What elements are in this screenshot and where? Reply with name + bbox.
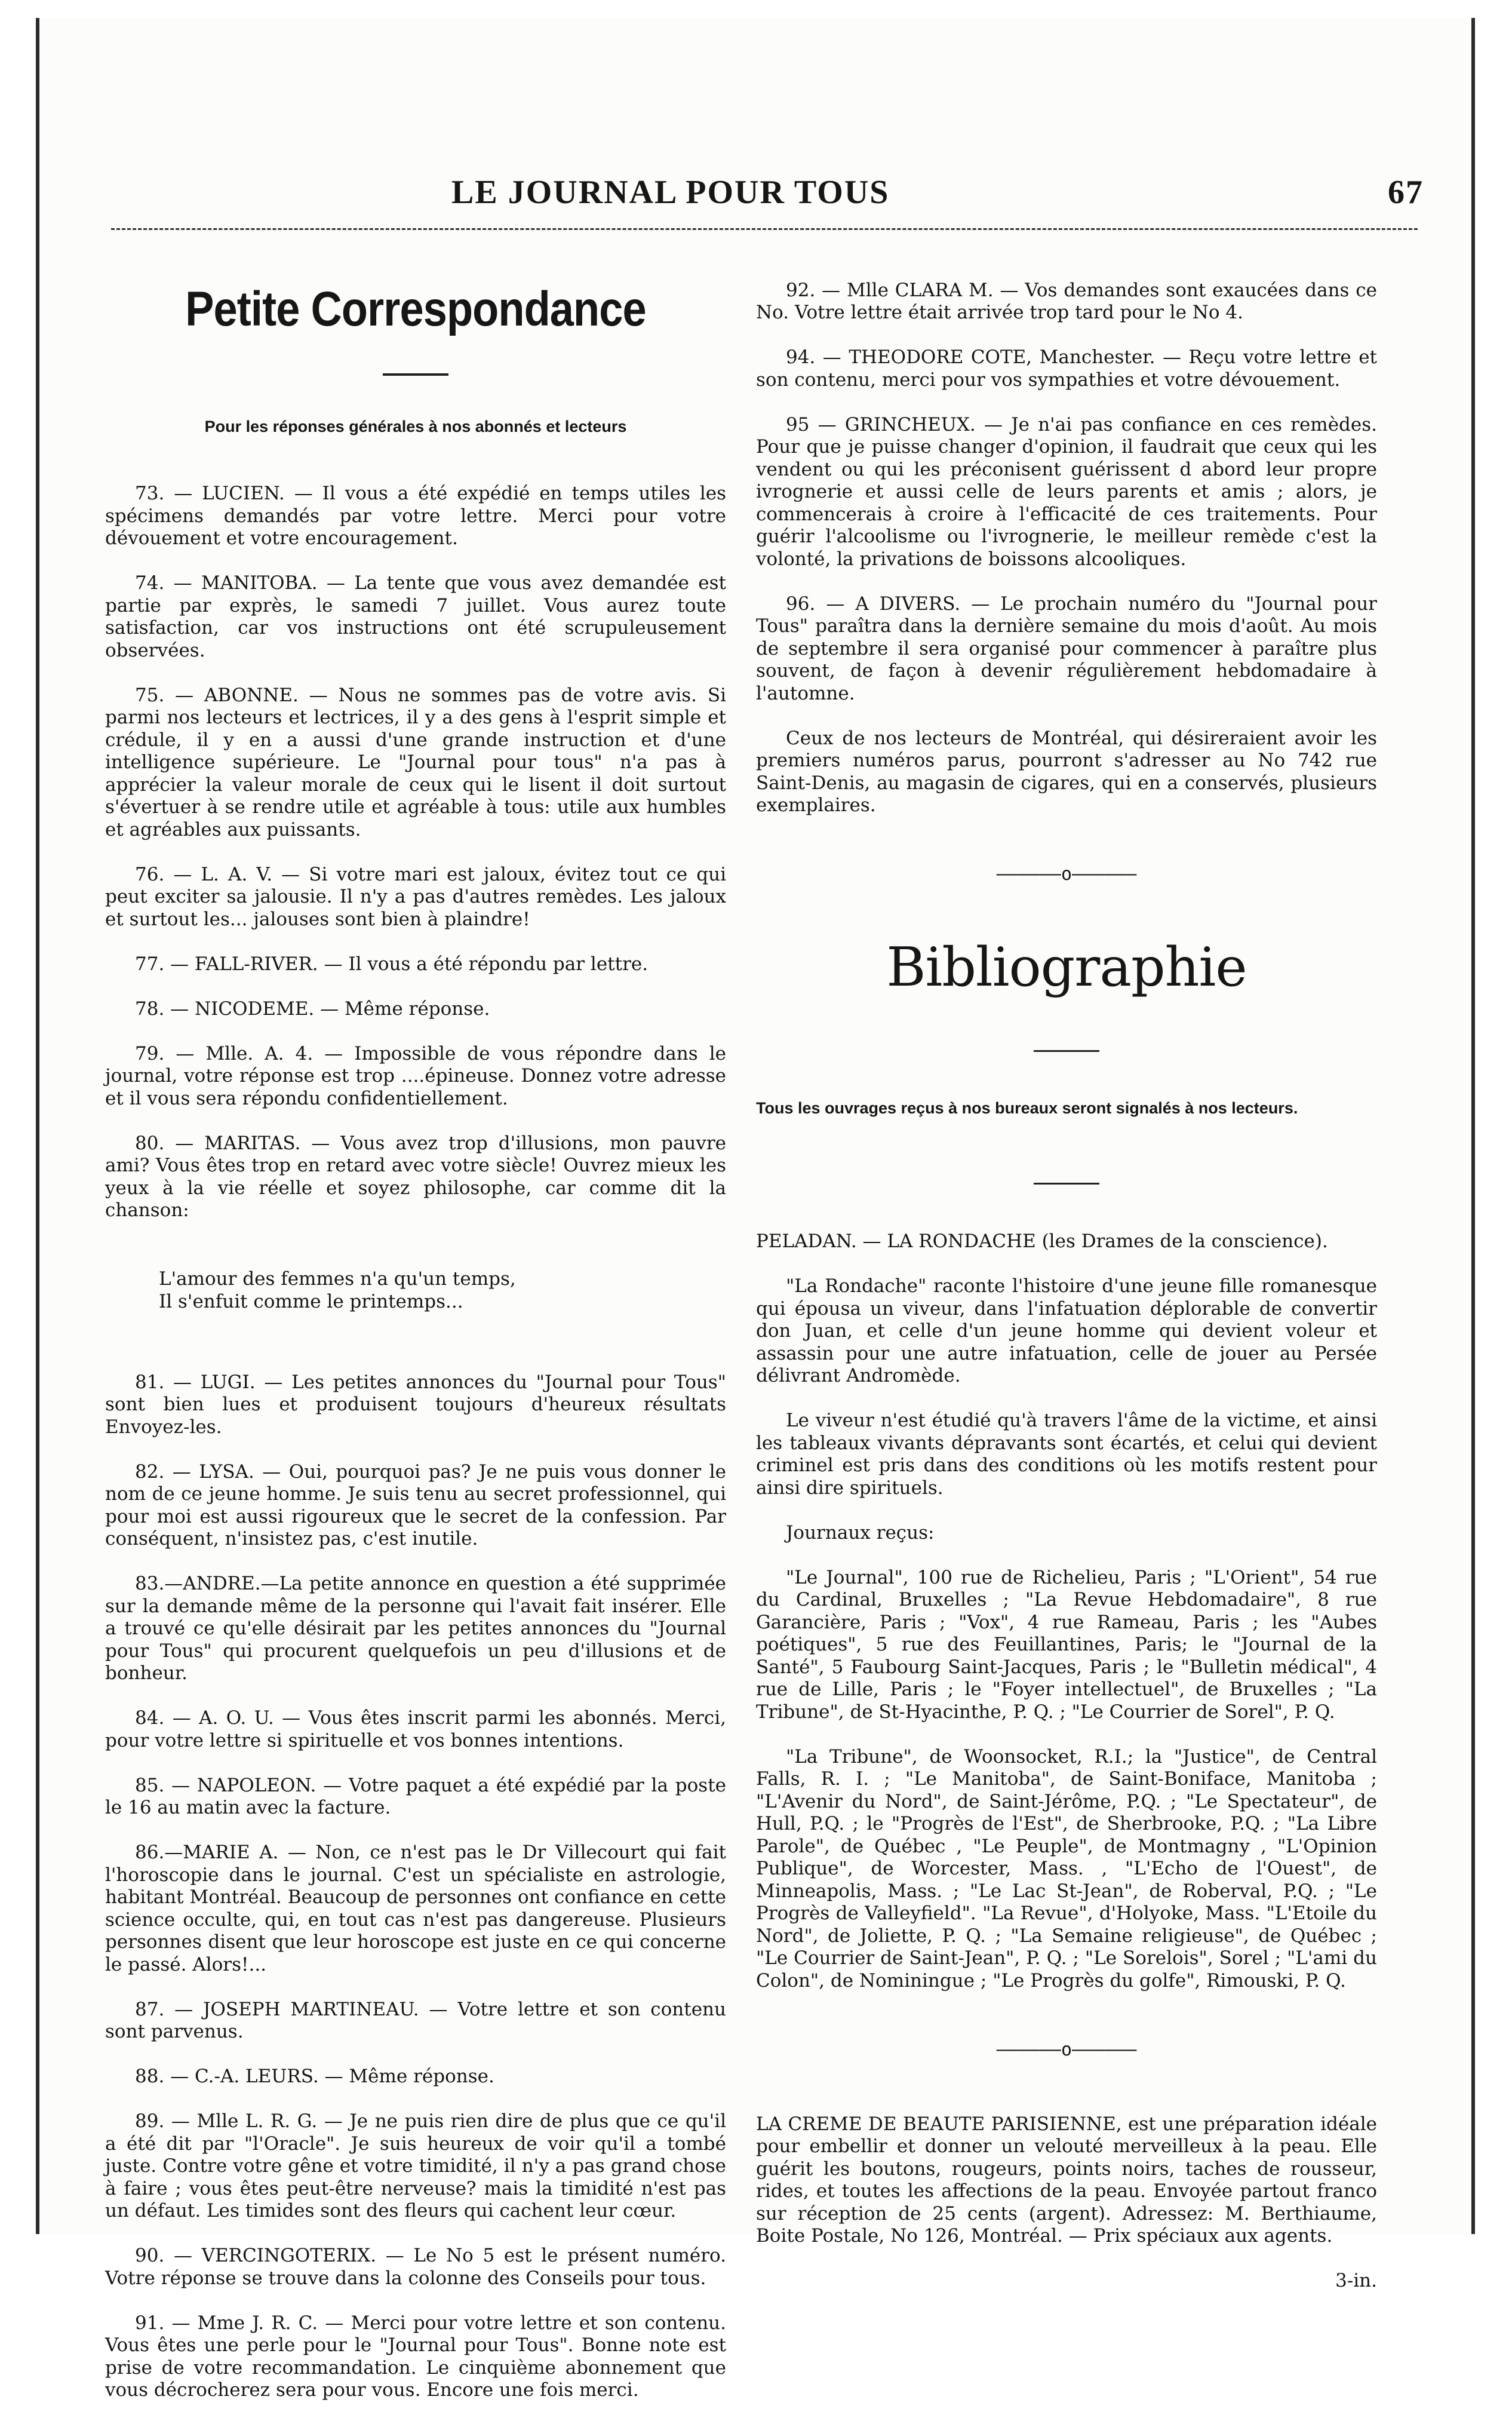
left-column	[105, 257, 726, 2424]
letter-entry: 87. — JOSEPH MARTINEAU. — Votre lettre et son contenu sont parvenus.	[105, 1998, 726, 2042]
letter-entry: 95 — GRINCHEUX. — Je n'ai pas confiance en ces remèdes. Pour que je puisse changer d'opinion, il faudrait que ceux qui les vendent ou qui les préconisent guérissent d abord leur propre ivrognerie et aussi celle de leurs parents et amis ; alors, je commencerais à croire à l'efficacité de ces traitements. Pour guérir l'alcoolisme ou l'ivrognerie, le meilleur remède c'est la volonté, la privations de boissons alcooliques.	[756, 413, 1377, 570]
journal-title: LE JOURNAL POUR TOUS	[451, 174, 890, 211]
newspaper-page	[36, 18, 1475, 2401]
journals-heading: Journaux reçus:	[786, 1521, 935, 1544]
title-rule	[1034, 1050, 1099, 1052]
journals-list: "Le Journal", 100 rue de Richelieu, Paris ; "L'Orient", 54 rue du Cardinal, Bruxelles ; "La Revue Hebdomadaire", 8 rue Garancière, Paris ; "Vox", 4 rue Rameau, Paris ; les "Aubes poétiques", 5 rue des Feuillantines, Paris; le "Journal de la Santé", 5 Faubourg Saint-Jacques, Paris ; le "Bulletin médical", 4 rue de Lille, Paris ; le "Foyer intellectuel", de Bruxelles ; "La Tribune", de St-Hyacinthe, P. Q. ; "Le Courrier de Sorel", P. Q.	[756, 1566, 1377, 1723]
title-rule	[383, 373, 448, 376]
letter-entry: 88. — C.-A. LEURS. — Même réponse.	[135, 2066, 494, 2087]
song-quote: L'amour des femmes n'a qu'un temps, Il s'enfuit comme le printemps...	[159, 1268, 516, 1312]
letter-entry: 89. — Mlle L. R. G. — Je ne puis rien dire de plus que ce qu'il a été dit par "l'Oracle". Je suis heureux de voir qu'il a tombé juste. Contre votre gêne et votre timidité, il n'y a pas grand chose à faire ; vous êtes peut-être nerveuse? mais la timidité n'est pas un défaut. Les timides sont des fleurs qui cachent leur cœur.	[105, 2110, 726, 2222]
ornament-separator: ——————o——————	[996, 864, 1137, 885]
letter-entry: 78. — NICODEME. — Même réponse.	[135, 998, 490, 1020]
letter-entry: 94. — THEODORE COTE, Manchester. — Reçu votre lettre et son contenu, merci pour vos sympathies et votre dévouement.	[756, 346, 1377, 391]
section-subtitle: Pour les réponses générales à nos abonnés et lecteurs	[204, 417, 627, 435]
letter-entry: 91. — Mme J. R. C. — Merci pour votre lettre et son contenu. Vous êtes une perle pour le "Journal pour Tous". Bonne note est prise de votre recommandation. Le cinquième abonnement que vous décrocherez sera pour vous. Encore une fois merci.	[105, 2312, 726, 2401]
letter-entry: 90. — VERCINGOTERIX. — Le No 5 est le présent numéro. Votre réponse se trouve dans la colonne des Conseils pour tous.	[105, 2245, 726, 2289]
letter-entry: 73. — LUCIEN. — Il vous a été expédié en temps utiles les spécimens demandés par votre lettre. Merci pour votre dévouement et votre encouragement.	[105, 483, 726, 549]
ad-code: 3-in.	[1335, 2270, 1377, 2291]
letter-entry: 82. — LYSA. — Oui, pourquoi pas? Je ne puis vous donner le nom de ce jeune homme. Je suis tenu au secret professionnel, qui pour moi est aussi rigoureux que le secret de la confession. Par conséquent, n'insistez pas, c'est inutile.	[105, 1460, 726, 1549]
running-header	[362, 161, 1424, 227]
letter-entry: 96. — A DIVERS. — Le prochain numéro du "Journal pour Tous" paraîtra dans la dernière semaine du mois d'août. Au mois de septembre il sera organisé pour commencer à paraître plus souvent, de façon à devenir régulièrement hebdomadaire à l'automne.	[756, 593, 1377, 704]
book-entry: PELADAN. — LA RONDACHE (les Drames de la conscience).	[756, 1231, 1328, 1252]
letter-entry: 75. — ABONNE. — Nous ne sommes pas de votre avis. Si parmi nos lecteurs et lectrices, il y a des gens à l'esprit simple et crédule, il y en a aussi d'une grande instruction et d'une intelligence supérieure. Le "Journal pour tous" n'a pas à apprécier la valeur morale de ceux qui le lisent il doit surtout s'évertuer à se rendre utile et agréable à tous: utile aux humbles et agréables aux puissants.	[105, 684, 726, 840]
book-review: Le viveur n'est étudié qu'à travers l'âme de la victime, et ainsi les tableaux vivants dépravants sont écartés, et celui qui devient criminel est pris dans des conditions où les motifs restent pour ainsi dire spirituels.	[756, 1410, 1377, 1499]
section-title-bibliographie: Bibliographie	[886, 936, 1247, 999]
letter-entry: 85. — NAPOLEON. — Votre paquet a été expédié par la poste le 16 au matin avec la facture.	[105, 1774, 726, 1818]
letter-entry: 83.—ANDRE.—La petite annonce en question a été supprimée sur la demande même de la personne qui l'avait fait insérer. Elle a trouvé ce qu'elle désirait par les petites annonces du "Journal pour Tous" qui procurent quelquefois un peu d'illusions et de bonheur.	[105, 1573, 726, 1684]
ornament-separator: ——————o——————	[996, 2039, 1137, 2060]
letter-entry: Ceux de nos lecteurs de Montréal, qui désireraient avoir les premiers numéros parus, pourront s'adresser au No 742 rue Saint-Denis, au magasin de cigares, qui en a conservés, plusieurs exemplaires.	[756, 727, 1377, 816]
letter-entry: 79. — Mlle. A. 4. — Impossible de vous répondre dans le journal, votre réponse est trop ....épineuse. Donnez votre adresse et il vous sera répondu confidentiellement.	[105, 1042, 726, 1109]
letter-entry: 86.—MARIE A. — Non, ce n'est pas le Dr Villecourt qui fait l'horoscopie dans le journal. C'est un spécialiste en astrologie, habitant Montréal. Beaucoup de personnes ont confiance en cette science occulte, qui, en tout cas n'est pas dangereuse. Plusieurs personnes disent que leur horoscope est juste en ce qui concerne le passé. Alors!...	[105, 1842, 726, 1975]
letter-entry: 77. — FALL-RIVER. — Il vous a été répondu par lettre.	[135, 953, 649, 975]
subtitle-rule	[1034, 1183, 1099, 1185]
advertisement: LA CREME DE BEAUTE PARISIENNE, est une préparation idéale pour embellir et donner un velouté merveilleux à la peau. Elle guérit les boutons, rougeurs, points noirs, taches de rousseur, rides, et toutes les affections de la peau. Envoyée partout franco sur réception de 25 cents (argent). Adressez: M. Berthiaume, Boite Postale, No 126, Montréal. — Prix spéciaux aux agents.	[756, 2113, 1377, 2247]
page-number: 67	[1388, 174, 1424, 211]
letter-entry: 81. — LUGI. — Les petites annonces du "Journal pour Tous" sont bien lues et produisent toujours d'heureux résultats Envoyez-les.	[105, 1371, 726, 1438]
book-review: "La Rondache" raconte l'histoire d'une jeune fille romanesque qui épousa un viveur, dans l'infatuation déplorable de convertir don Juan, et celle d'un jeune homme qui devient voleur et assassin pour une autre infatuation, celle de jouer au Persée délivrant Andromède.	[756, 1275, 1377, 1386]
letter-entry: 74. — MANITOBA. — La tente que vous avez demandée est partie par exprès, le samedi 7 juillet. Vous aurez toute satisfaction, car vos instructions ont été scrupuleusement observées.	[105, 572, 726, 661]
right-column	[756, 257, 1377, 2315]
letter-entry: 84. — A. O. U. — Vous êtes inscrit parmi les abonnés. Merci, pour votre lettre si spirituelle et vos bonnes intentions.	[105, 1707, 726, 1751]
letter-entry: 80. — MARITAS. — Vous avez trop d'illusions, mon pauvre ami? Vous êtes trop en retard avec votre siècle! Ouvrez mieux les yeux à la vie réelle et soyez philosophe, car comme dit la chanson:	[105, 1132, 726, 1221]
section-subtitle: Tous les ouvrages reçus à nos bureaux seront signalés à nos lecteurs.	[756, 1099, 1298, 1117]
letter-entry: 92. — Mlle CLARA M. — Vos demandes sont exaucées dans ce No. Votre lettre était arrivée trop tard pour le No 4.	[756, 279, 1377, 323]
section-title-correspondance: Petite Correspondance	[185, 281, 646, 336]
journals-list: "La Tribune", de Woonsocket, R.I.; la "Justice", de Central Falls, R. I. ; "Le Manitoba", de Saint-Boniface, Manitoba ; "L'Avenir du Nord", de Saint-Jérôme, P.Q. ; "Le Spectateur", de Hull, P.Q. ; le "Progrès de l'Est", de Sherbrooke, P.Q. ; "La Libre Parole", de Québec , "Le Peuple", de Montmagny , "L'Opinion Publique", de Worcester, Mass. , "L'Echo de l'Ouest", de Minneapolis, Mass. ; "Le Lac St-Jean", de Roberval, P.Q. ; "Le Progrès de Valleyfield". "La Revue", d'Holyoke, Mass. "L'Etoile du Nord", de Joliette, P. Q. ; "La Semaine religieuse", de Québec ; "Le Courrier de Saint-Jean", P. Q. ; "Le Sorelois", Sorel ; "L'ami du Colon", de Nominingue ; "Le Progrès du golfe", Rimouski, P. Q.	[756, 1745, 1377, 1992]
letter-entry: 76. — L. A. V. — Si votre mari est jaloux, évitez tout ce qui peut exciter sa jalousie. Il n'y a pas d'autres remèdes. Les jaloux et surtout les... jalouses sont bien à plaindre!	[105, 863, 726, 930]
header-rule	[111, 228, 1418, 230]
